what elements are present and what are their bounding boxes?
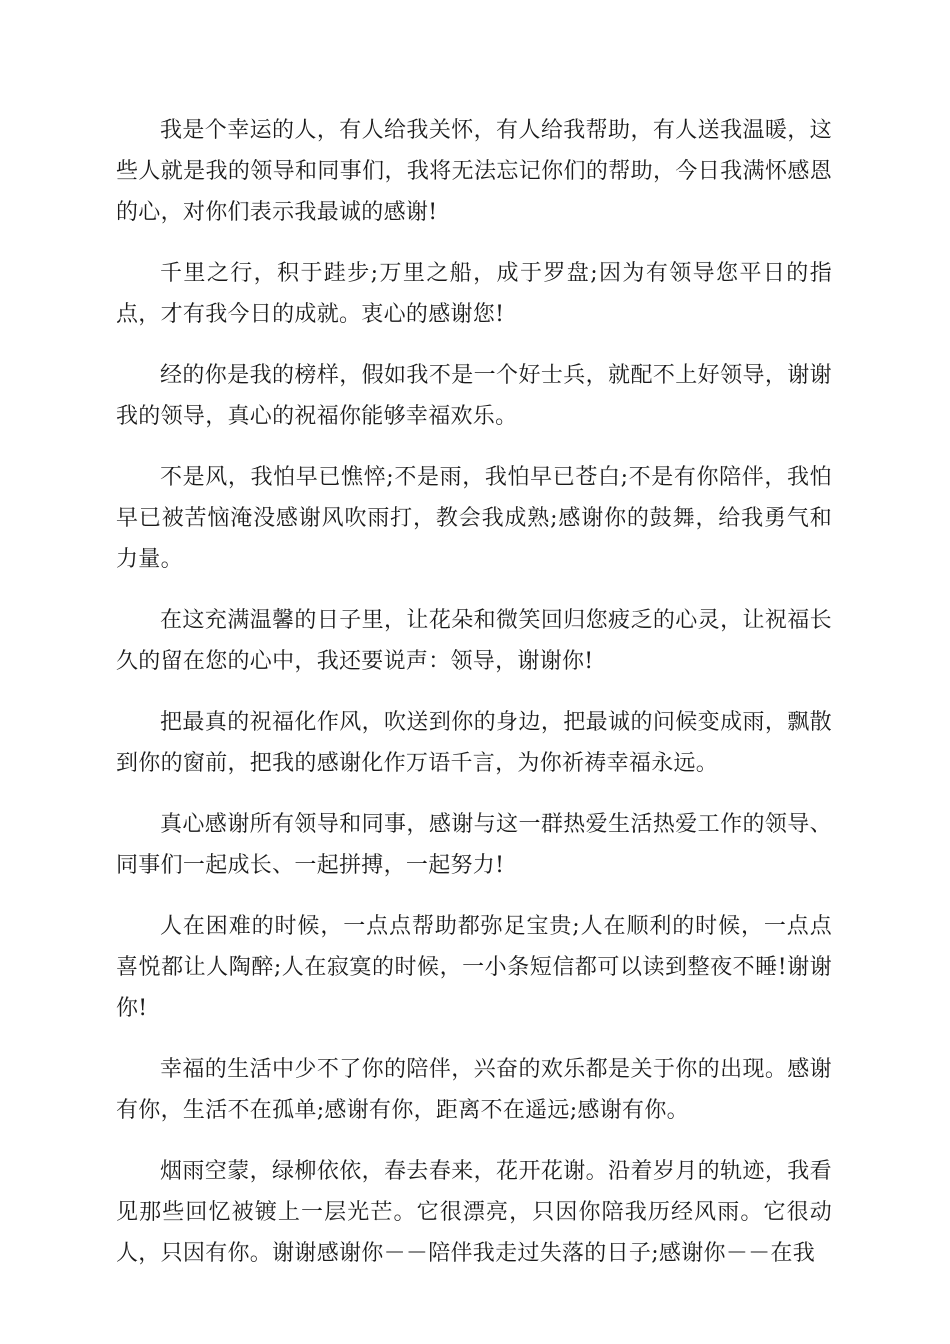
paragraph-1: 我是个幸运的人，有人给我关怀，有人给我帮助，有人送我温暖，这些人就是我的领导和同事们，我将无法忘记你们的帮助，今日我满怀感恩的心，对你们表示我最诚的感谢! bbox=[116, 118, 832, 225]
paragraph-8: 人在困难的时候，一点点帮助都弥足宝贵;人在顺利的时候，一点点喜悦都让人陶醉;人在寂寞的时候，一小条短信都可以读到整夜不睡!谢谢你! bbox=[116, 914, 832, 1021]
paragraph-9: 幸福的生活中少不了你的陪伴，兴奋的欢乐都是关于你的出现。感谢有你，生活不在孤单;感谢有你，距离不在遥远;感谢有你。 bbox=[116, 1057, 832, 1123]
paragraph-3: 经的你是我的榜样，假如我不是一个好士兵，就配不上好领导，谢谢我的领导，真心的祝福你能够幸福欢乐。 bbox=[116, 363, 832, 429]
paragraph-6: 把最真的祝福化作风，吹送到你的身边，把最诚的问候变成雨，飘散到你的窗前，把我的感谢化作万语千言，为你祈祷幸福永远。 bbox=[116, 710, 832, 776]
paragraph-5: 在这充满温馨的日子里，让花朵和微笑回归您疲乏的心灵，让祝福长久的留在您的心中，我还要说声：领导，谢谢你! bbox=[116, 608, 832, 674]
document-body bbox=[116, 110, 832, 1294]
paragraph-7: 真心感谢所有领导和同事，感谢与这一群热爱生活热爱工作的领导、同事们一起成长、一起拼搏，一起努力! bbox=[116, 812, 832, 878]
paragraph-10: 烟雨空蒙，绿柳依依，春去春来，花开花谢。沿着岁月的轨迹，我看见那些回忆被镀上一层光芒。它很漂亮，只因你陪我历经风雨。它很动人，只因有你。谢谢感谢你－－陪伴我走过失落的日子;感谢你－－在我 bbox=[116, 1159, 832, 1266]
paragraph-4: 不是风，我怕早已憔悴;不是雨，我怕早已苍白;不是有你陪伴，我怕早已被苦恼淹没感谢风吹雨打，教会我成熟;感谢你的鼓舞，给我勇气和力量。 bbox=[116, 465, 832, 572]
paragraph-2: 千里之行，积于跬步;万里之船，成于罗盘;因为有领导您平日的指点，才有我今日的成就。衷心的感谢您! bbox=[116, 261, 832, 327]
